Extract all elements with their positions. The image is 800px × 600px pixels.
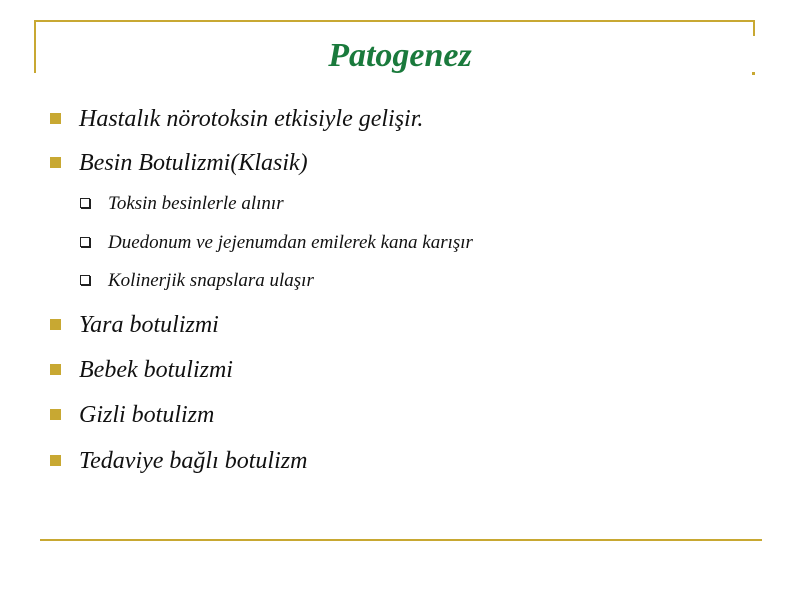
square-bullet-icon <box>50 455 61 466</box>
square-bullet-icon <box>50 409 61 420</box>
square-bullet-icon <box>50 364 61 375</box>
sub-bullet-item <box>80 231 473 255</box>
sub-bullet-text: Duedonum ve jejenumdan emilerek kana karışır <box>108 232 473 253</box>
bullet-text: Tedaviye bağlı botulizm <box>79 448 308 474</box>
hollow-square-bullet-icon <box>80 237 90 247</box>
bullet-text: Hastalık nörotoksin etkisiyle gelişir. <box>79 106 424 132</box>
hollow-square-bullet-icon <box>80 198 90 208</box>
bullet-text: Gizli botulizm <box>79 402 215 428</box>
square-bullet-icon <box>50 157 61 168</box>
sub-bullet-item <box>80 192 284 216</box>
bullet-item <box>50 148 308 178</box>
slide-title: Patogenez <box>328 37 472 74</box>
square-bullet-icon <box>50 113 61 124</box>
bullet-text: Yara botulizmi <box>79 312 219 338</box>
bullet-text: Besin Botulizmi(Klasik) <box>79 150 308 176</box>
square-bullet-icon <box>50 319 61 330</box>
bullet-item <box>50 310 219 340</box>
sub-bullet-text: Kolinerjik snapslara ulaşır <box>108 270 314 291</box>
bullet-item <box>50 104 423 134</box>
frame-top-rule <box>34 20 755 22</box>
sub-bullet-text: Toksin besinlerle alınır <box>108 193 284 214</box>
bullet-item <box>50 355 233 385</box>
bullet-item <box>50 446 307 476</box>
bullet-item <box>50 400 214 430</box>
bullet-text: Bebek botulizmi <box>79 357 233 383</box>
sub-bullet-item <box>80 269 314 293</box>
hollow-square-bullet-icon <box>80 275 90 285</box>
bottom-rule <box>40 539 762 541</box>
